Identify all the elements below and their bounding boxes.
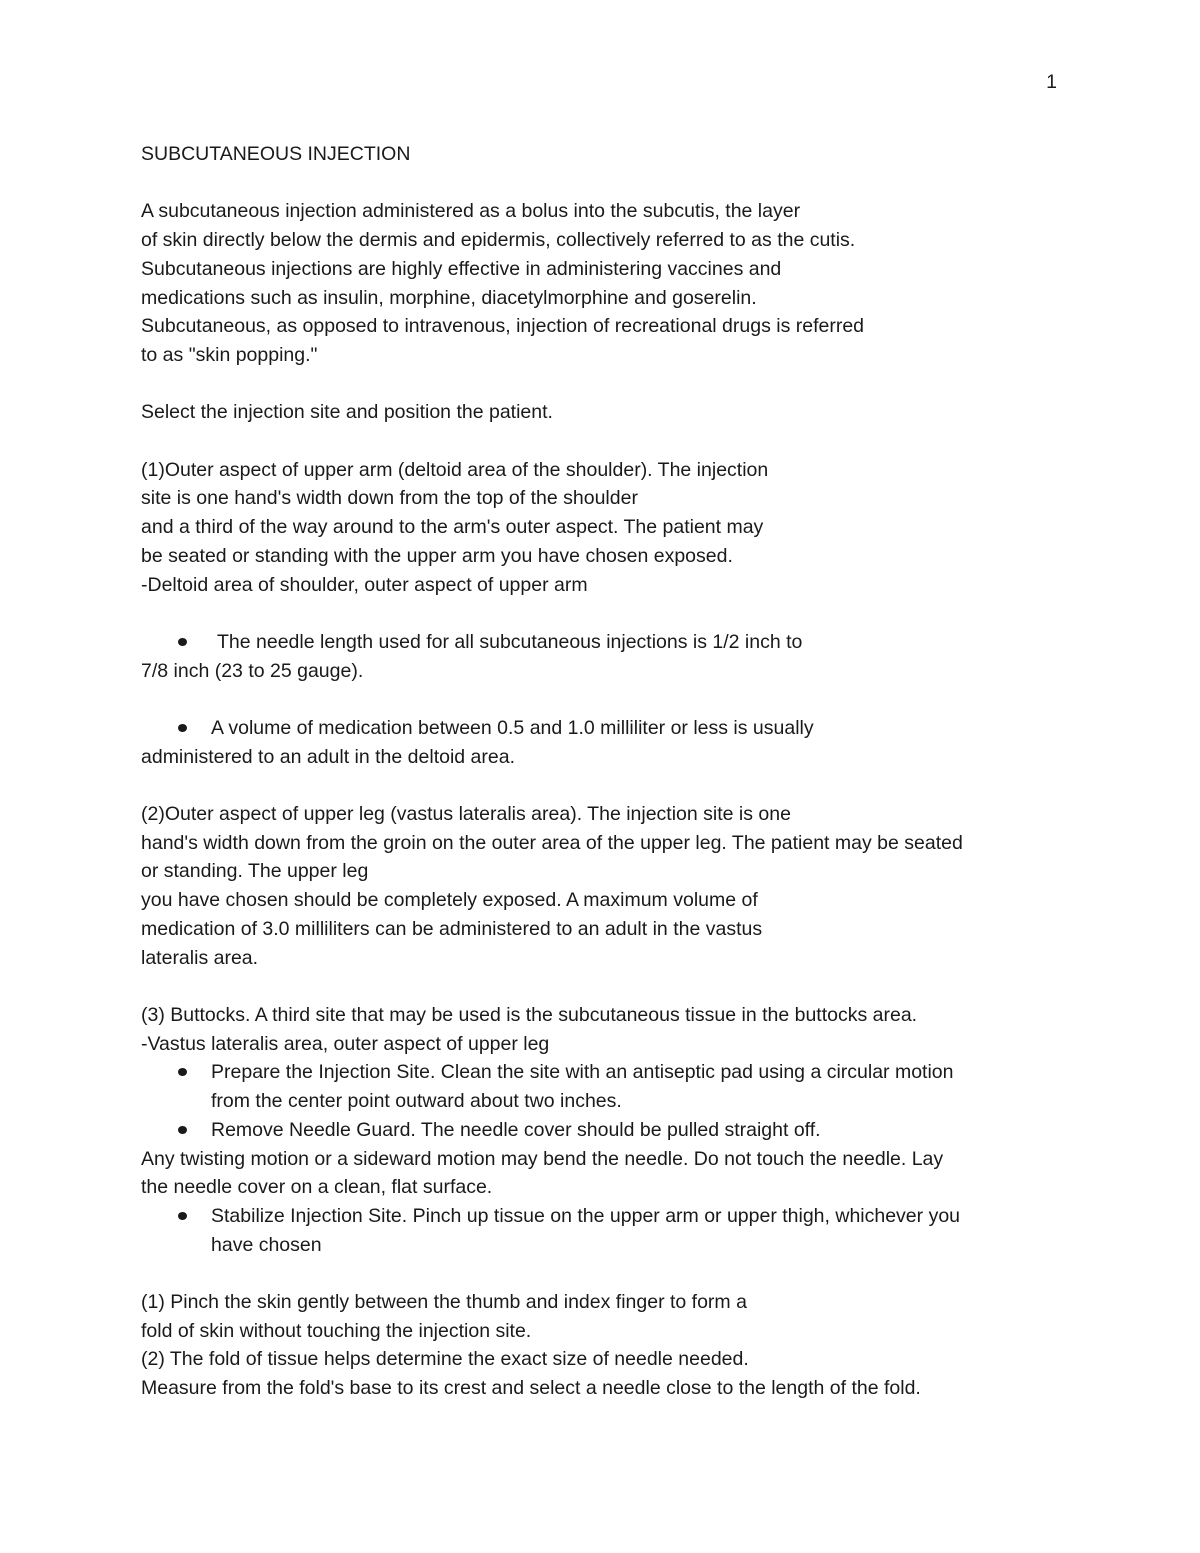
paragraph-line: lateralis area. bbox=[141, 946, 259, 969]
bullet-needle-length bbox=[141, 628, 1071, 657]
bullet-remove-guard bbox=[141, 1116, 1071, 1145]
paragraph-line: Subcutaneous injections are highly effective in administering vaccines and bbox=[141, 257, 782, 280]
bullet-volume bbox=[141, 714, 1071, 743]
paragraph-line: (1)Outer aspect of upper arm (deltoid area of the shoulder). The injection bbox=[141, 458, 769, 481]
bullet-icon bbox=[178, 724, 187, 732]
paragraph-line: A subcutaneous injection administered as a bolus into the subcutis, the layer bbox=[141, 200, 801, 223]
paragraph-line: -Deltoid area of shoulder, outer aspect of upper arm bbox=[141, 573, 588, 596]
bullet-text: Prepare the Injection Site. Clean the site with an antiseptic pad using a circular motion bbox=[211, 1061, 954, 1084]
site-2-paragraph bbox=[141, 800, 1071, 972]
paragraph-line: be seated or standing with the upper arm you have chosen exposed. bbox=[141, 544, 733, 567]
paragraph-line: to as "skin popping." bbox=[141, 343, 318, 366]
paragraph-line: (3) Buttocks. A third site that may be used is the subcutaneous tissue in the buttocks area. bbox=[141, 1003, 918, 1026]
bullet-continuation: 7/8 inch (23 to 25 gauge). bbox=[141, 659, 364, 682]
bullet-icon bbox=[178, 1126, 187, 1134]
site-1-paragraph bbox=[141, 456, 1071, 600]
page-number: 1 bbox=[1046, 71, 1057, 93]
paragraph-line: Measure from the fold's base to its crest and select a needle close to the length of the fold. bbox=[141, 1377, 921, 1400]
paragraph-line: Subcutaneous, as opposed to intravenous, injection of recreational drugs is referred bbox=[141, 315, 865, 338]
paragraph-line: and a third of the way around to the arm's outer aspect. The patient may bbox=[141, 516, 764, 539]
paragraph-line: (2)Outer aspect of upper leg (vastus lateralis area). The injection site is one bbox=[141, 803, 791, 826]
document-title: SUBCUTANEOUS INJECTION bbox=[141, 143, 411, 165]
document-body bbox=[141, 140, 1071, 1403]
paragraph-line: medication of 3.0 milliliters can be administered to an adult in the vastus bbox=[141, 917, 763, 940]
paragraph-line: (2) The fold of tissue helps determine the exact size of needle needed. bbox=[141, 1348, 749, 1371]
paragraph-line: (1) Pinch the skin gently between the thumb and index finger to form a bbox=[141, 1291, 747, 1313]
bullet-text: have chosen bbox=[211, 1233, 322, 1256]
bullet-stabilize-site bbox=[141, 1202, 1071, 1259]
bullet-text: A volume of medication between 0.5 and 1.0 milliliter or less is usually bbox=[211, 716, 814, 739]
paragraph-line: medications such as insulin, morphine, diacetylmorphine and goserelin. bbox=[141, 286, 757, 309]
bullet-icon bbox=[178, 1212, 187, 1220]
bullet-icon bbox=[178, 1068, 187, 1076]
paragraph-line: you have chosen should be completely exposed. A maximum volume of bbox=[141, 889, 758, 912]
paragraph-line: of skin directly below the dermis and epidermis, collectively referred to as the cutis. bbox=[141, 229, 856, 252]
paragraph-line: site is one hand's width down from the top of the shoulder bbox=[141, 487, 638, 510]
bullet-text: from the center point outward about two inches. bbox=[211, 1090, 622, 1113]
paragraph-line: hand's width down from the groin on the outer area of the upper leg. The patient may be seated bbox=[141, 831, 963, 854]
bullet-text: Remove Needle Guard. The needle cover should be pulled straight off. bbox=[211, 1118, 821, 1141]
pinch-paragraph bbox=[141, 1288, 1071, 1403]
site-3-paragraph bbox=[141, 1001, 1071, 1058]
paragraph-line: -Vastus lateralis area, outer aspect of upper leg bbox=[141, 1032, 550, 1055]
bullet-text: The needle length used for all subcutaneous injections is 1/2 inch to bbox=[217, 630, 803, 653]
paragraph-line: Any twisting motion or a sideward motion may bend the needle. Do not touch the needle. Lay bbox=[141, 1147, 944, 1170]
select-site-paragraph: Select the injection site and position the patient. bbox=[141, 401, 553, 424]
paragraph-line: or standing. The upper leg bbox=[141, 860, 369, 883]
bullet-icon bbox=[178, 638, 187, 646]
intro-paragraph bbox=[141, 197, 1071, 369]
paragraph-line: the needle cover on a clean, flat surface. bbox=[141, 1176, 493, 1199]
bullet-prepare-site bbox=[141, 1058, 1071, 1115]
paragraph-line: fold of skin without touching the injection site. bbox=[141, 1319, 532, 1342]
bullet-text: Stabilize Injection Site. Pinch up tissue on the upper arm or upper thigh, whichever you bbox=[211, 1204, 961, 1227]
bullet-continuation: administered to an adult in the deltoid area. bbox=[141, 745, 515, 768]
